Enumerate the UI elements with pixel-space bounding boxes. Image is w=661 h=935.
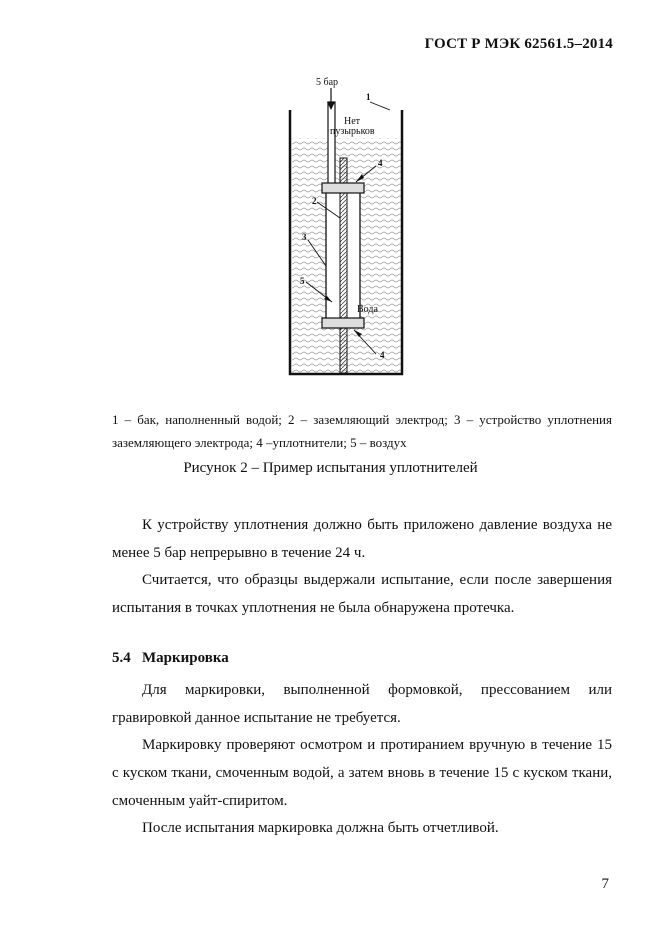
water-label: Вода [357,304,378,315]
seal-test-figure [270,68,420,385]
document-header: ГОСТ Р МЭК 62561.5–2014 [424,36,613,52]
section-title-text: Маркировка [142,650,229,666]
callout-3: 3 [302,232,307,242]
callout-1: 1 [366,92,371,102]
no-bubbles-line1: Нет [344,116,361,127]
paragraph-marking-1: Для маркировки, выполненной формовкой, прессованием или гравировкой данное испытание не требуется. [112,682,612,726]
figure-title: Рисунок 2 – Пример испытания уплотнителей [183,460,478,476]
callout-4-bottom: 4 [380,350,385,360]
no-bubbles-line2: пузырьков [330,126,375,137]
pressure-label: 5 бар [316,77,339,88]
seal-test-diagram [270,68,420,380]
page-number: 7 [601,876,609,892]
seal-top [322,183,364,193]
paragraph-pressure: К устройству уплотнения должно быть приложено давление воздуха не менее 5 бар непрерывно в течение 24 ч. [112,517,612,561]
callout-5: 5 [300,276,305,286]
section-heading [112,650,229,667]
callout-2: 2 [312,196,317,206]
paragraph-marking-3: После испытания маркировка должна быть отчетливой. [142,820,499,836]
figure-legend: 1 – бак, наполненный водой; 2 – заземляющий электрод; 3 – устройство уплотнения заземляющего электрода; 4 –уплотнители; 5 – воздух [112,412,612,450]
paragraph-pass-criteria: Считается, что образцы выдержали испытание, если после завершения испытания в точках уплотнения не была обнаружена протечка. [112,572,612,616]
paragraph-marking-2: Маркировку проверяют осмотром и протиранием вручную в течение 15 с куском ткани, смоченным водой, а затем вновь в течение 15 с куском ткани, смоченным уайт-спиритом. [112,737,612,809]
seal-bottom [322,318,364,328]
callout-4-top: 4 [378,158,383,168]
section-number: 5.4 [112,650,131,666]
